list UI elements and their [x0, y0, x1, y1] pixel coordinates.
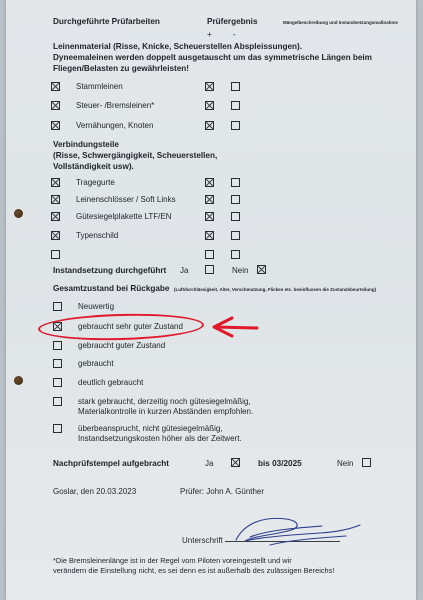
stamp-yes-label: Ja: [205, 459, 214, 468]
condition-option-label-line2: Materialkontrolle in kurzen Abständen empfohlen.: [78, 407, 254, 416]
footnote-line-1: *Die Bremsleinenlänge ist in der Regel vom Piloten voreingestellt und wir: [53, 556, 292, 565]
header-minus: -: [233, 30, 236, 39]
place-date: Goslar, den 20.03.2023: [53, 487, 137, 496]
header-defect-description: Mängelbeschreibung und Instandsetzungsmaßnahme: [283, 20, 399, 25]
condition-note: (Luftdurchlässigkeit, Alter, Verschmutzung, Flicken etc. beeinflussen die Zustandsbeurteilung): [174, 287, 377, 292]
lines-item-label: Stammleinen: [76, 82, 123, 91]
parts-item-label: Gütesiegelplakette LTF/EN: [76, 212, 172, 221]
repair-label: Instandsetzung durchgeführt: [53, 266, 167, 275]
parts-section-subtitle-1: (Risse, Schwergängigkeit, Scheuerstellen,: [53, 151, 218, 160]
repair-yes-label: Ja: [180, 266, 189, 275]
condition-option-label: gebraucht sehr guter Zustand: [78, 322, 183, 331]
condition-option-label: überbeansprucht, nicht gütesiegelmäßig,: [78, 424, 223, 433]
condition-option-label: Neuwertig: [78, 302, 115, 311]
condition-title: Gesamtzustand bei Rückgabe: [53, 284, 170, 293]
header-plus: +: [207, 30, 212, 39]
lines-item-label: Vernähungen, Knoten: [76, 121, 154, 130]
lines-section-subtitle-1: Dyneemaleinen werden doppelt ausgetauscht um das symmetrische Längen beim: [53, 53, 372, 62]
lines-section-title: Leinenmaterial (Risse, Knicke, Scheuerstellen Abspleissungen).: [53, 42, 303, 51]
parts-section-title: Verbindungsteile: [53, 140, 119, 149]
signature-label: Unterschrift: [182, 536, 223, 545]
footnote-line-2: verändern die Einstellung nicht, es sei denn es ist außerhalb des zulässigen Bereichs!: [53, 566, 335, 575]
repair-no-label: Nein: [232, 266, 249, 275]
stamp-valid-until: bis 03/2025: [258, 459, 302, 468]
parts-item-label: Tragegurte: [76, 178, 115, 187]
lines-item-label: Steuer- /Bremsleinen*: [76, 101, 155, 110]
stamp-label: Nachprüfstempel aufgebracht: [53, 459, 170, 468]
header-work-performed: Durchgeführte Prüfarbeiten: [53, 17, 160, 26]
condition-option-label-line2: Instandsetzungskosten höher als der Zeitwert.: [78, 434, 242, 443]
parts-section-subtitle-2: Vollständigkeit usw).: [53, 162, 134, 171]
condition-option-label: gebraucht guter Zustand: [78, 341, 166, 350]
header-result: Prüfergebnis: [207, 17, 258, 26]
parts-item-label: Leinenschlösser / Soft Links: [76, 195, 176, 204]
red-arrow-annotation: [214, 318, 257, 336]
condition-option-label: deutlich gebraucht: [78, 378, 144, 387]
handwritten-signature: [236, 518, 360, 545]
lines-section-subtitle-2: Fliegen/Belasten zu gewährleisten!: [53, 64, 190, 73]
condition-option-label: stark gebraucht, derzeitig noch gütesiegelmäßig,: [78, 397, 251, 406]
parts-item-label: Typenschild: [76, 231, 119, 240]
inspector-name: Prüfer: John A. Günther: [180, 487, 265, 496]
stamp-no-label: Nein: [337, 459, 354, 468]
condition-option-label: gebraucht: [78, 359, 114, 368]
